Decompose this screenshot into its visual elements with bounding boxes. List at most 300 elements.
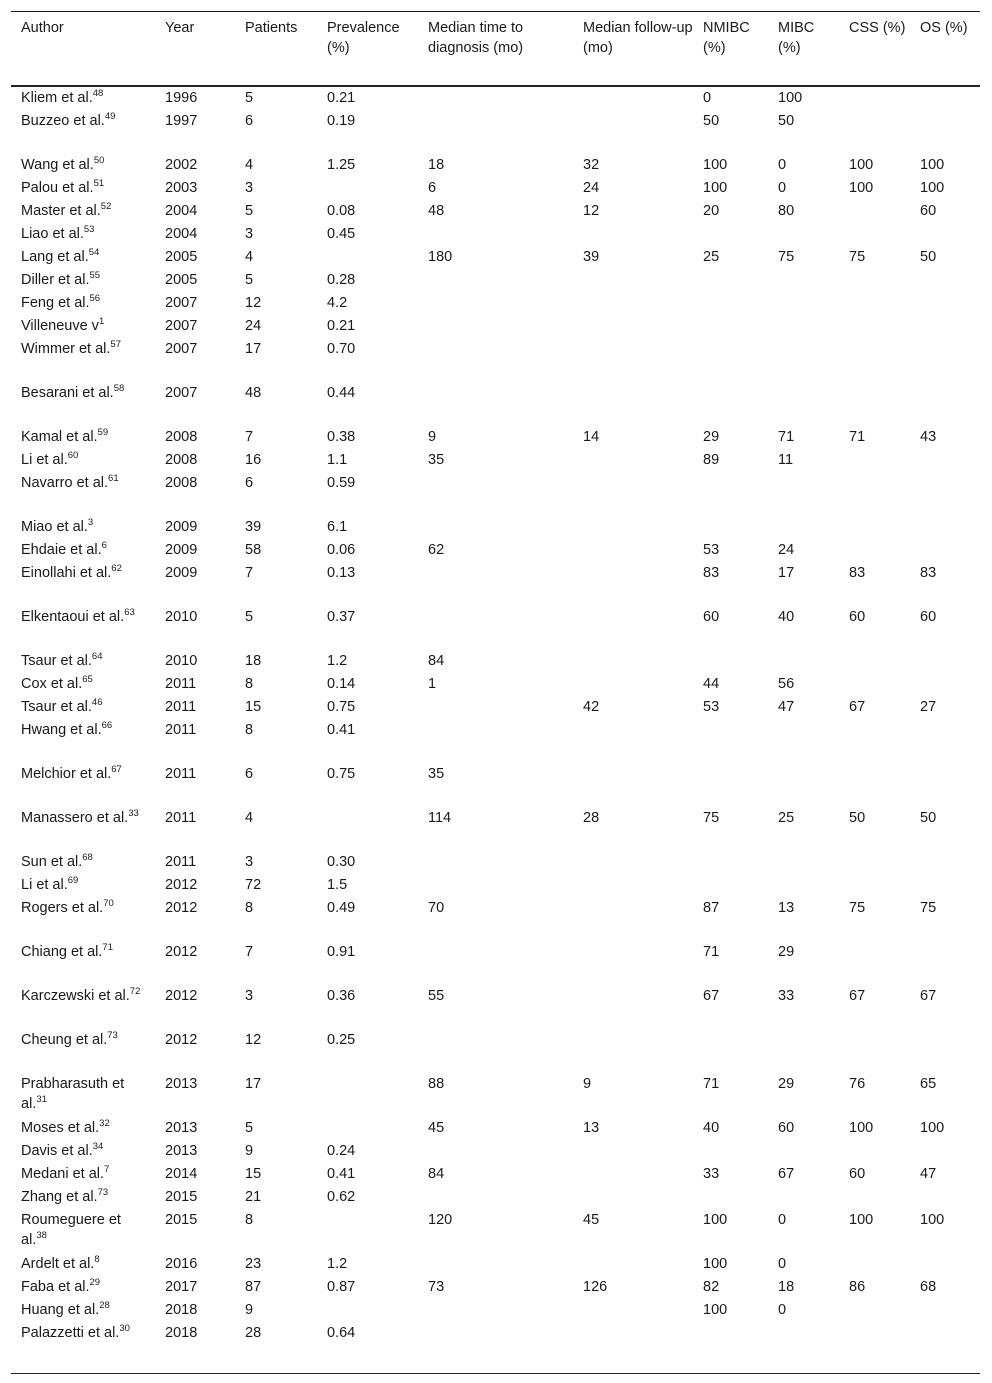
- table-row: [11, 270, 980, 293]
- follow-up-cell: 12: [583, 203, 600, 219]
- nmibc-cell: 53: [703, 542, 720, 558]
- table-row: [11, 720, 980, 764]
- table-body: [11, 87, 980, 1373]
- os-cell: 68: [920, 1279, 937, 1295]
- author-name: Li et al.: [21, 452, 68, 468]
- patients-cell: 8: [245, 1212, 254, 1228]
- author-cell: [11, 852, 155, 872]
- css-cell: 100: [849, 1120, 874, 1136]
- year-cell: 2010: [165, 653, 198, 669]
- patients-cell: 9: [245, 1143, 254, 1159]
- prevalence-cell: 0.75: [327, 699, 356, 715]
- nmibc-cell: 44: [703, 676, 720, 692]
- prevalence-cell: 0.37: [327, 609, 356, 625]
- table-row: [11, 473, 980, 517]
- author-cell: [11, 201, 155, 221]
- table-row: [11, 942, 980, 986]
- author-name: Lang et al.: [21, 249, 89, 265]
- author-name: Liao et al.: [21, 226, 84, 242]
- author-name: Chiang et al.: [21, 944, 103, 960]
- patients-cell: 58: [245, 542, 262, 558]
- year-cell: 2010: [165, 609, 198, 625]
- author-name: Diller et al.: [21, 272, 90, 288]
- author-name: Zhang et al.: [21, 1189, 98, 1205]
- nmibc-cell: 100: [703, 157, 728, 173]
- follow-up-cell: 45: [583, 1212, 600, 1228]
- patients-cell: 15: [245, 1166, 262, 1182]
- patients-cell: 5: [245, 90, 254, 106]
- os-cell: 60: [920, 203, 937, 219]
- reference-superscript: 48: [92, 88, 104, 100]
- data-table: [11, 11, 980, 1374]
- patients-cell: 17: [245, 1076, 262, 1092]
- nmibc-cell: 60: [703, 609, 720, 625]
- reference-superscript: 63: [124, 607, 135, 619]
- patients-cell: 21: [245, 1189, 262, 1205]
- prevalence-cell: 0.75: [327, 766, 356, 782]
- os-cell: 43: [920, 429, 937, 445]
- patients-cell: 5: [245, 609, 254, 625]
- mibc-cell: 13: [778, 900, 795, 916]
- header-year: Year: [165, 20, 195, 36]
- time-to-diagnosis-cell: 88: [428, 1076, 445, 1092]
- patients-cell: 16: [245, 452, 262, 468]
- year-cell: 1997: [165, 113, 198, 129]
- table-row: [11, 1141, 980, 1164]
- mibc-cell: 25: [778, 810, 795, 826]
- author-name: Tsaur et al.: [21, 653, 92, 669]
- prevalence-cell: 0.06: [327, 542, 356, 558]
- table-row: [11, 1118, 980, 1141]
- author-cell: [11, 111, 155, 131]
- mibc-cell: 29: [778, 1076, 795, 1092]
- table-row: [11, 383, 980, 427]
- author-name: Prabharasuth et al.: [21, 1076, 125, 1112]
- year-cell: 2008: [165, 429, 198, 445]
- prevalence-cell: 0.30: [327, 854, 356, 870]
- nmibc-cell: 0: [703, 90, 712, 106]
- year-cell: 2017: [165, 1279, 198, 1295]
- prevalence-cell: 0.62: [327, 1189, 356, 1205]
- reference-superscript: 67: [111, 764, 122, 776]
- follow-up-cell: 28: [583, 810, 600, 826]
- author-name: Li et al.: [21, 877, 68, 893]
- author-name: Sun et al.: [21, 854, 83, 870]
- reference-superscript: 50: [93, 155, 105, 167]
- author-name: Kamal et al.: [21, 429, 98, 445]
- author-cell: [11, 1323, 155, 1343]
- prevalence-cell: 0.45: [327, 226, 356, 242]
- table-row: [11, 201, 980, 224]
- year-cell: 2012: [165, 988, 198, 1004]
- time-to-diagnosis-cell: 180: [428, 249, 453, 265]
- patients-cell: 87: [245, 1279, 262, 1295]
- author-cell: [11, 1074, 155, 1114]
- css-cell: 100: [849, 1212, 874, 1228]
- author-name: Ardelt et al.: [21, 1256, 95, 1272]
- time-to-diagnosis-cell: 70: [428, 900, 445, 916]
- follow-up-cell: 9: [583, 1076, 592, 1092]
- author-cell: [11, 697, 155, 717]
- table-row: [11, 1030, 980, 1074]
- year-cell: 2016: [165, 1256, 198, 1272]
- os-cell: 75: [920, 900, 937, 916]
- table-row: [11, 607, 980, 651]
- mibc-cell: 75: [778, 249, 795, 265]
- nmibc-cell: 71: [703, 944, 720, 960]
- table-row: [11, 155, 980, 178]
- author-cell: [11, 1118, 155, 1138]
- patients-cell: 6: [245, 475, 254, 491]
- prevalence-cell: 0.41: [327, 1166, 356, 1182]
- time-to-diagnosis-cell: 120: [428, 1212, 453, 1228]
- author-name: Villeneuve v: [21, 318, 99, 334]
- year-cell: 2003: [165, 180, 198, 196]
- nmibc-cell: 82: [703, 1279, 720, 1295]
- author-name: Ehdaie et al.: [21, 542, 102, 558]
- author-name: Cox et al.: [21, 676, 83, 692]
- table-row: [11, 111, 980, 155]
- nmibc-cell: 29: [703, 429, 720, 445]
- prevalence-cell: 1.2: [327, 1256, 348, 1272]
- os-cell: 60: [920, 609, 937, 625]
- author-cell: [11, 427, 155, 447]
- author-cell: [11, 270, 155, 290]
- follow-up-cell: 13: [583, 1120, 600, 1136]
- author-name: Medani et al.: [21, 1166, 105, 1182]
- author-cell: [11, 473, 155, 493]
- os-cell: 100: [920, 157, 945, 173]
- patients-cell: 23: [245, 1256, 262, 1272]
- reference-superscript: 7: [104, 1164, 110, 1176]
- mibc-cell: 67: [778, 1166, 795, 1182]
- patients-cell: 12: [245, 1032, 262, 1048]
- prevalence-cell: 0.91: [327, 944, 356, 960]
- reference-superscript: 8: [94, 1254, 100, 1266]
- prevalence-cell: 1.2: [327, 653, 348, 669]
- table-row: [11, 517, 980, 540]
- prevalence-cell: 0.87: [327, 1279, 356, 1295]
- author-cell: [11, 540, 155, 560]
- follow-up-cell: 126: [583, 1279, 608, 1295]
- follow-up-cell: 42: [583, 699, 600, 715]
- mibc-cell: 0: [778, 1212, 787, 1228]
- nmibc-cell: 40: [703, 1120, 720, 1136]
- patients-cell: 4: [245, 249, 254, 265]
- author-cell: [11, 1254, 155, 1274]
- os-cell: 27: [920, 699, 937, 715]
- patients-cell: 28: [245, 1325, 262, 1341]
- table-row: [11, 1074, 980, 1118]
- year-cell: 2011: [165, 699, 197, 715]
- follow-up-cell: 39: [583, 249, 600, 265]
- patients-cell: 7: [245, 944, 254, 960]
- css-cell: 86: [849, 1279, 866, 1295]
- nmibc-cell: 75: [703, 810, 720, 826]
- table-row: [11, 1300, 980, 1323]
- reference-superscript: 1: [98, 316, 105, 328]
- table-row: [11, 450, 980, 473]
- prevalence-cell: 0.28: [327, 272, 356, 288]
- year-cell: 2007: [165, 341, 198, 357]
- year-cell: 1996: [165, 90, 198, 106]
- header-patients: Patients: [245, 20, 298, 36]
- year-cell: 2013: [165, 1143, 198, 1159]
- time-to-diagnosis-cell: 9: [428, 429, 437, 445]
- patients-cell: 6: [245, 766, 254, 782]
- author-cell: [11, 224, 155, 244]
- time-to-diagnosis-cell: 84: [428, 653, 445, 669]
- prevalence-cell: 0.19: [327, 113, 356, 129]
- reference-superscript: 55: [89, 270, 101, 282]
- mibc-cell: 80: [778, 203, 795, 219]
- os-cell: 65: [920, 1076, 937, 1092]
- year-cell: 2011: [165, 676, 197, 692]
- mibc-cell: 47: [778, 699, 795, 715]
- os-cell: 100: [920, 1120, 945, 1136]
- table-row: [11, 808, 980, 852]
- author-name: Feng et al.: [21, 295, 90, 311]
- os-cell: 47: [920, 1166, 937, 1182]
- author-name: Wimmer et al.: [21, 341, 111, 357]
- year-cell: 2011: [165, 854, 197, 870]
- reference-superscript: 60: [67, 450, 79, 462]
- css-cell: 67: [849, 699, 866, 715]
- patients-cell: 3: [245, 854, 254, 870]
- reference-superscript: 61: [108, 473, 119, 485]
- time-to-diagnosis-cell: 1: [428, 676, 437, 692]
- author-name: Besarani et al.: [21, 385, 114, 401]
- prevalence-cell: 1.1: [327, 452, 348, 468]
- prevalence-cell: 0.70: [327, 341, 356, 357]
- prevalence-cell: 0.24: [327, 1143, 356, 1159]
- year-cell: 2012: [165, 877, 198, 893]
- nmibc-cell: 100: [703, 1212, 728, 1228]
- reference-superscript: 3: [87, 517, 94, 529]
- os-cell: 50: [920, 249, 937, 265]
- os-cell: 50: [920, 810, 937, 826]
- nmibc-cell: 100: [703, 1256, 728, 1272]
- time-to-diagnosis-cell: 48: [428, 203, 445, 219]
- reference-superscript: 31: [36, 1094, 47, 1106]
- patients-cell: 5: [245, 1120, 254, 1136]
- table-row: [11, 1210, 980, 1254]
- css-cell: 60: [849, 1166, 866, 1182]
- author-name: Manassero et al.: [21, 810, 129, 826]
- patients-cell: 5: [245, 203, 254, 219]
- nmibc-cell: 89: [703, 452, 720, 468]
- year-cell: 2013: [165, 1076, 198, 1092]
- author-cell: [11, 607, 155, 627]
- patients-cell: 17: [245, 341, 262, 357]
- css-cell: 100: [849, 180, 874, 196]
- mibc-cell: 100: [778, 90, 803, 106]
- author-cell: [11, 942, 155, 962]
- table-row: [11, 178, 980, 201]
- year-cell: 2005: [165, 272, 198, 288]
- header-css: CSS (%): [849, 20, 906, 36]
- table-row: [11, 247, 980, 270]
- reference-superscript: 30: [119, 1323, 130, 1335]
- author-cell: [11, 316, 155, 336]
- table-row: [11, 651, 980, 674]
- year-cell: 2009: [165, 519, 198, 535]
- header-nmibc: NMIBC (%): [703, 20, 750, 56]
- mibc-cell: 56: [778, 676, 795, 692]
- patients-cell: 24: [245, 318, 262, 334]
- header-median-time-to-diagnosis: Median time to diagnosis (mo): [428, 20, 524, 56]
- author-name: Hwang et al.: [21, 722, 102, 738]
- author-name: Davis et al.: [21, 1143, 93, 1159]
- mibc-cell: 0: [778, 180, 787, 196]
- year-cell: 2009: [165, 542, 198, 558]
- author-cell: [11, 875, 155, 895]
- prevalence-cell: 0.14: [327, 676, 356, 692]
- author-cell: [11, 339, 155, 359]
- reference-superscript: 62: [111, 563, 122, 575]
- author-cell: [11, 1300, 155, 1320]
- patients-cell: 7: [245, 565, 254, 581]
- author-name: Huang et al.: [21, 1302, 100, 1318]
- year-cell: 2018: [165, 1302, 198, 1318]
- year-cell: 2002: [165, 157, 198, 173]
- time-to-diagnosis-cell: 18: [428, 157, 445, 173]
- year-cell: 2015: [165, 1189, 198, 1205]
- css-cell: 75: [849, 249, 866, 265]
- table-row: [11, 697, 980, 720]
- table-row: [11, 1277, 980, 1300]
- patients-cell: 15: [245, 699, 262, 715]
- time-to-diagnosis-cell: 84: [428, 1166, 445, 1182]
- table-header-row: [11, 12, 980, 85]
- nmibc-cell: 33: [703, 1166, 720, 1182]
- year-cell: 2011: [165, 766, 197, 782]
- patients-cell: 3: [245, 180, 254, 196]
- year-cell: 2008: [165, 452, 198, 468]
- author-name: Palazzetti et al.: [21, 1325, 120, 1341]
- author-name: Master et al.: [21, 203, 101, 219]
- reference-superscript: 32: [99, 1118, 110, 1130]
- prevalence-cell: 0.13: [327, 565, 356, 581]
- time-to-diagnosis-cell: 114: [428, 810, 452, 826]
- year-cell: 2015: [165, 1212, 198, 1228]
- table-row: [11, 563, 980, 607]
- author-cell: [11, 450, 155, 470]
- follow-up-cell: 24: [583, 180, 600, 196]
- mibc-cell: 60: [778, 1120, 795, 1136]
- table-row: [11, 852, 980, 875]
- mibc-cell: 0: [778, 1256, 787, 1272]
- patients-cell: 3: [245, 226, 254, 242]
- css-cell: 83: [849, 565, 866, 581]
- prevalence-cell: 0.64: [327, 1325, 356, 1341]
- author-name: Karczewski et al.: [21, 988, 130, 1004]
- patients-cell: 8: [245, 900, 254, 916]
- os-cell: 100: [920, 1212, 945, 1228]
- year-cell: 2007: [165, 295, 198, 311]
- author-name: Faba et al.: [21, 1279, 90, 1295]
- os-cell: 67: [920, 988, 937, 1004]
- patients-cell: 48: [245, 385, 262, 401]
- table-row: [11, 674, 980, 697]
- author-name: Elkentaoui et al.: [21, 609, 125, 625]
- prevalence-cell: 4.2: [327, 295, 348, 311]
- table-row: [11, 986, 980, 1030]
- css-cell: 71: [849, 429, 866, 445]
- mibc-cell: 17: [778, 565, 795, 581]
- reference-superscript: 73: [107, 1030, 118, 1042]
- author-cell: [11, 674, 155, 694]
- reference-superscript: 66: [101, 720, 113, 732]
- author-name: Melchior et al.: [21, 766, 112, 782]
- patients-cell: 3: [245, 988, 254, 1004]
- prevalence-cell: 0.36: [327, 988, 356, 1004]
- reference-superscript: 69: [67, 875, 79, 887]
- mibc-cell: 24: [778, 542, 795, 558]
- author-cell: [11, 1030, 155, 1050]
- patients-cell: 72: [245, 877, 262, 893]
- year-cell: 2011: [165, 722, 197, 738]
- author-cell: [11, 1210, 155, 1250]
- year-cell: 2009: [165, 565, 198, 581]
- time-to-diagnosis-cell: 35: [428, 766, 445, 782]
- time-to-diagnosis-cell: 45: [428, 1120, 445, 1136]
- prevalence-cell: 0.21: [327, 90, 356, 106]
- table-row: [11, 427, 980, 450]
- patients-cell: 4: [245, 810, 254, 826]
- patients-cell: 12: [245, 295, 262, 311]
- mibc-cell: 29: [778, 944, 795, 960]
- author-cell: [11, 293, 155, 313]
- prevalence-cell: 0.41: [327, 722, 356, 738]
- follow-up-cell: 32: [583, 157, 600, 173]
- reference-superscript: 59: [97, 427, 109, 439]
- css-cell: 67: [849, 988, 866, 1004]
- time-to-diagnosis-cell: 55: [428, 988, 445, 1004]
- mibc-cell: 0: [778, 157, 787, 173]
- author-name: Roumeguere et al.: [21, 1212, 121, 1248]
- reference-superscript: 58: [113, 383, 125, 395]
- reference-superscript: 34: [92, 1141, 104, 1153]
- author-cell: [11, 764, 155, 784]
- css-cell: 60: [849, 609, 866, 625]
- author-name: Buzzeo et al.: [21, 113, 105, 129]
- patients-cell: 5: [245, 272, 254, 288]
- table-row: [11, 224, 980, 247]
- author-cell: [11, 155, 155, 175]
- prevalence-cell: 0.49: [327, 900, 356, 916]
- prevalence-cell: 0.59: [327, 475, 356, 491]
- author-name: Navarro et al.: [21, 475, 109, 491]
- reference-superscript: 68: [82, 852, 93, 864]
- author-cell: [11, 898, 155, 918]
- prevalence-cell: 0.25: [327, 1032, 356, 1048]
- patients-cell: 8: [245, 676, 254, 692]
- time-to-diagnosis-cell: 6: [428, 180, 437, 196]
- time-to-diagnosis-cell: 35: [428, 452, 445, 468]
- author-name: Miao et al.: [21, 519, 88, 535]
- table-bottom-rule: [11, 1373, 980, 1374]
- author-cell: [11, 88, 155, 108]
- mibc-cell: 0: [778, 1302, 787, 1318]
- nmibc-cell: 53: [703, 699, 720, 715]
- reference-superscript: 6: [101, 540, 107, 552]
- reference-superscript: 51: [93, 178, 105, 190]
- year-cell: 2013: [165, 1120, 198, 1136]
- mibc-cell: 50: [778, 113, 795, 129]
- reference-superscript: 33: [128, 808, 139, 820]
- reference-superscript: 56: [89, 293, 101, 305]
